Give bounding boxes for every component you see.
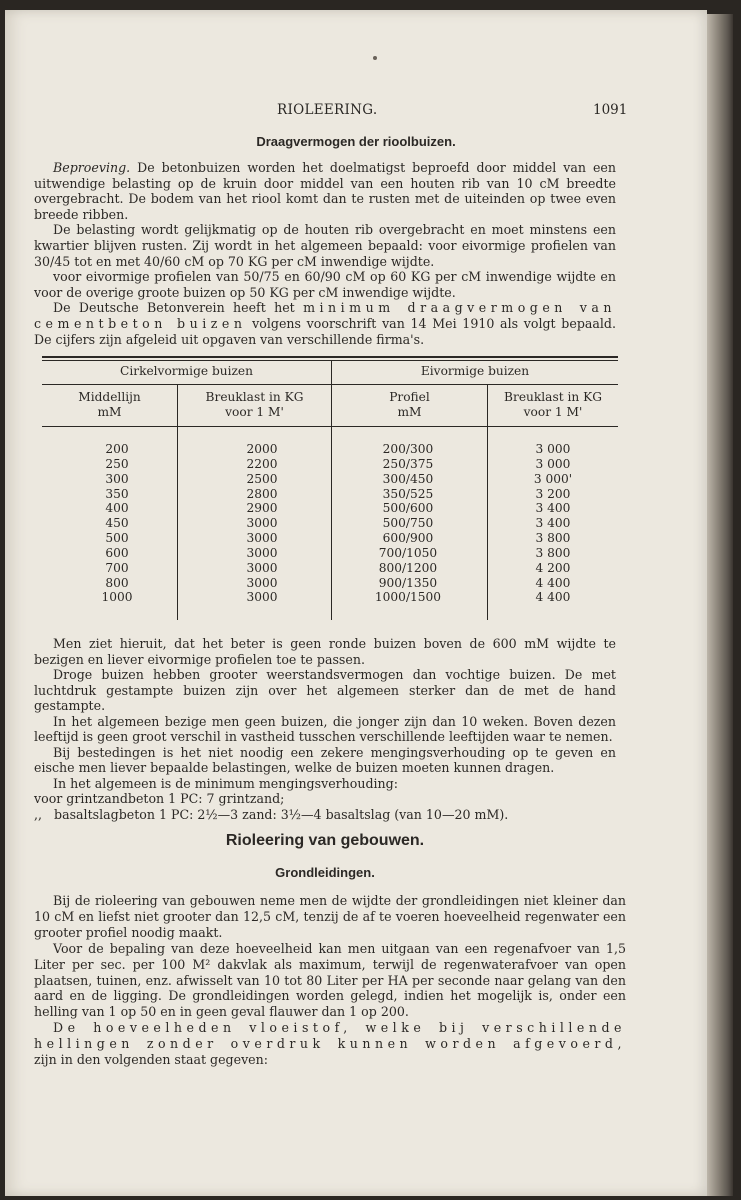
- table-cell: 2000: [246, 442, 278, 456]
- table-cell: 3000: [246, 531, 278, 546]
- subsection-title: Grondleidingen.: [275, 865, 375, 880]
- table-cell: 3000: [246, 575, 278, 590]
- table-cell: 3 800: [535, 531, 571, 546]
- paragraph-text: De Deutsche Betonverein heeft het: [53, 300, 304, 316]
- table-cell: 4 400: [535, 590, 571, 605]
- table-rule-top: [42, 356, 618, 358]
- table-cell: 800/1200: [378, 560, 438, 575]
- table-cell: 600/900: [382, 531, 434, 546]
- table-cell: 700: [105, 560, 129, 575]
- paragraph: voor eivormige profielen van 50/75 en 60/90 cM op 60 KG per cM inwendige wijdte en voor de overige groote buizen op 50 KG per cM inwendige wijdte.: [34, 269, 616, 300]
- paragraph: Men ziet hieruit, dat het beter is geen ronde buizen boven de 600 mM wijdte te bezigen en liever eivormige profielen toe te passen.: [34, 636, 616, 667]
- table-cell: 3 000: [535, 456, 571, 471]
- paragraph: Bij de rioleering van gebouwen neme men de wijdte der grondleidingen niet kleiner dan 10 cM en liefst niet grooter dan 12,5 cM, tenzij de af te voeren hoeveelheid regenwater een grooter profiel noodig maakt.: [34, 893, 626, 940]
- section-title: Draagvermogen der rioolbuizen.: [256, 134, 456, 149]
- book-page: [5, 10, 707, 1196]
- table-rule-header: [42, 426, 618, 427]
- table-cell: 3 000': [533, 471, 573, 486]
- paragraph: Droge buizen hebben grooter weerstandsvermogen dan vochtige buizen. De met luchtdruk gestampte buizen zijn over het algemeen sterker dan de met de hand gestampte.: [34, 667, 616, 713]
- table-cell: 4 400: [535, 575, 571, 590]
- table-group-left: Cirkelvormige buizen: [120, 364, 253, 378]
- table-cell: 350/525: [382, 486, 434, 501]
- table-col-load-circular: [178, 442, 346, 605]
- table-cell: 3000: [246, 590, 278, 605]
- paragraph: [34, 160, 616, 222]
- paragraph: [34, 1020, 626, 1068]
- table-cell: 250: [105, 456, 129, 471]
- table-cell: 3 400: [535, 501, 571, 516]
- table-cell: 2200: [246, 456, 278, 471]
- table-cell: 300/450: [382, 471, 434, 486]
- table-cell: 2900: [246, 501, 278, 516]
- table-col-load-egg: [488, 442, 618, 605]
- section-title: Rioleering van gebouwen.: [225, 832, 425, 849]
- table-cell: 4 200: [535, 560, 571, 575]
- table-header-col2: [178, 390, 331, 420]
- table-rule-group: [42, 384, 618, 385]
- header-line: Breuklast in KG: [205, 390, 304, 404]
- header-line: Breuklast in KG: [504, 390, 602, 404]
- table-cell: 500/750: [382, 516, 434, 531]
- section-body: [34, 893, 626, 1068]
- table-cell: 200/300: [382, 442, 434, 456]
- spaced-emphasis: minimum draagvermogen van cementbeton buizen: [34, 300, 616, 331]
- section-intro: [34, 160, 616, 347]
- paragraph-text: zijn in den volgenden staat gegeven:: [34, 1052, 268, 1068]
- table-cell: 2500: [246, 471, 278, 486]
- page-edge: [707, 14, 733, 1196]
- table-cell: 400: [105, 501, 129, 516]
- paragraph: [34, 300, 616, 347]
- lead-term: Beproeving.: [53, 160, 131, 175]
- table-cell: 2800: [246, 486, 278, 501]
- header-line: Middellijn: [78, 390, 141, 404]
- table-cell: 3 000: [535, 442, 571, 456]
- header-line: mM: [97, 405, 122, 419]
- table-cell: 3000: [246, 545, 278, 560]
- table-cell: 500/600: [382, 501, 434, 516]
- spaced-emphasis: De hoeveelheden vloeistof, welke bij verschillende hellingen zonder overdruk kunnen worden afgevoerd,: [34, 1020, 626, 1052]
- table-cell: 250/375: [382, 456, 434, 471]
- paragraph: voor grintzandbeton 1 PC: 7 grintzand;: [34, 791, 285, 806]
- table-header-col4: [488, 390, 618, 420]
- table-header-col3: [332, 390, 487, 420]
- table-cell: 600: [105, 545, 129, 560]
- paragraph: In het algemeen bezige men geen buizen, die jonger zijn dan 10 weken. Boven dezen leeftijd is geen groot verschil in vastheid tusschen verschillende leeftijden waar te nemen.: [34, 713, 616, 744]
- table-cell: 3000: [246, 516, 278, 531]
- table-cell: 3000: [246, 560, 278, 575]
- header-line: Profiel: [389, 390, 430, 404]
- table-cell: 700/1050: [378, 545, 438, 560]
- page-mark: [373, 56, 377, 60]
- paragraph: Bij bestedingen is het niet noodig een zekere mengingsverhouding op te geven en eische men liever bepaalde belastingen, welke de buizen moeten kunnen dragen.: [34, 744, 616, 775]
- table-cell: 200: [105, 442, 129, 456]
- paragraph: De belasting wordt gelijkmatig op de houten rib overgebracht en moet minstens een kwartier blijven rusten. Zij wordt in het algemeen bepaald: voor eivormige profielen van 30/45 tot en met 40/60 cM op 70 KG per cM inwendige wijdte.: [34, 222, 616, 269]
- table-cell: 3 200: [535, 486, 571, 501]
- table-cell: 3 400: [535, 516, 571, 531]
- table-cell: 500: [105, 531, 129, 546]
- table-cell: 350: [105, 486, 129, 501]
- table-cell: 1000/1500: [374, 590, 442, 605]
- table-cell: 450: [105, 516, 129, 531]
- table-rule-top-thin: [42, 360, 618, 361]
- paragraph: ,, basaltslagbeton 1 PC: 2½—3 zand: 3½—4 basaltslag (van 10—20 mM).: [34, 806, 509, 822]
- table-col-diameter: [42, 442, 192, 605]
- page-number: 1091: [593, 102, 628, 118]
- table-col-profile: [332, 442, 484, 605]
- strength-table: [42, 356, 618, 620]
- paragraph: In het algemeen is de minimum mengingsverhouding:: [53, 775, 398, 791]
- table-header-col1: [42, 390, 177, 420]
- table-cell: 3 800: [535, 545, 571, 560]
- section-conclusions: [34, 636, 616, 822]
- table-cell: 900/1350: [378, 575, 438, 590]
- table-cell: 800: [105, 575, 129, 590]
- paragraph: Voor de bepaling van deze hoeveelheid kan men uitgaan van een regenafvoer van 1,5 Liter per sec. per 100 M² dakvlak als maximum, terwijl de regenwaterafvoer van open plaatsen, tuinen, enz. afwisselt van 10 tot 80 Liter per HA per seconde naar gelang van den aard en de ligging. De grondleidingen worden gelegd, indien het mogelijk is, onder een helling van 1 op 50 en in geen geval flauwer dan 1 op 200.: [34, 940, 626, 1020]
- table-cell: 300: [105, 471, 129, 486]
- header-line: mM: [397, 405, 422, 419]
- paragraph-text: De betonbuizen worden het doelmatigst beproefd door middel van een uitwendige belasting op de kruin door middel van een houten rib van 10 cM breedte overgebracht. De bodem van het riool komt dan te rusten met de uiteinden op twee even breede ribben.: [34, 160, 616, 222]
- running-title: RIOLEERING.: [277, 102, 378, 118]
- paragraph-text: volgens voorschrift van 14 Mei 1910 als volgt bepaald. De cijfers zijn afgeleid uit opgaven van verschillende firma's.: [34, 315, 616, 347]
- table-cell: 1000: [101, 590, 133, 605]
- table-group-right: Eivormige buizen: [420, 364, 530, 378]
- header-line: voor 1 M': [225, 405, 284, 419]
- header-line: voor 1 M': [523, 405, 583, 419]
